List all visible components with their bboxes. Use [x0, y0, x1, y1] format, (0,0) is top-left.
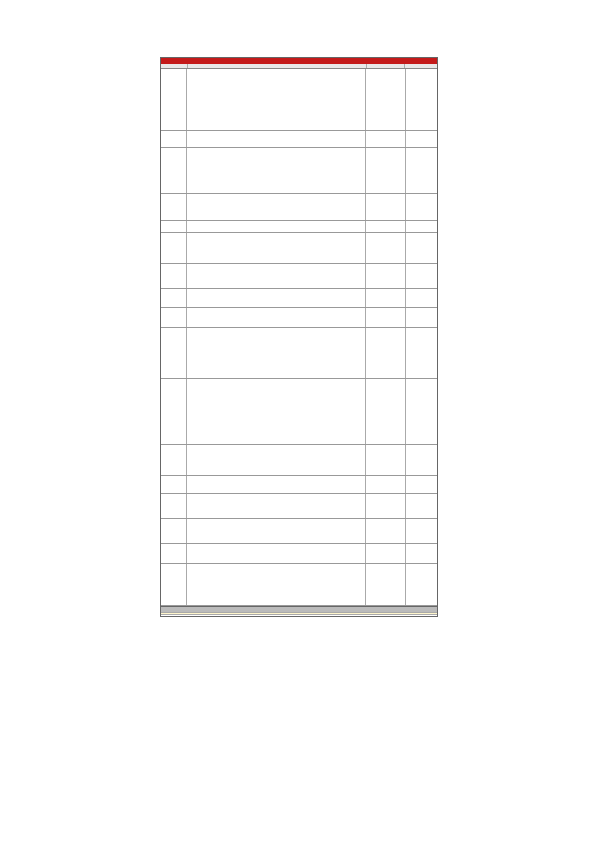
- row-contact: [406, 221, 437, 232]
- row-name: [161, 308, 187, 327]
- table-body: [161, 69, 437, 606]
- row-contact: [406, 494, 437, 518]
- row-description: [187, 233, 366, 263]
- row-name: [161, 328, 187, 378]
- row-description: [187, 264, 366, 288]
- row-contact: [406, 131, 437, 147]
- row-name: [161, 221, 187, 232]
- row-contact: [406, 308, 437, 327]
- header-code: [367, 64, 406, 68]
- row-name: [161, 233, 187, 263]
- row-description: [187, 289, 366, 307]
- table-row: [161, 233, 437, 264]
- header-name: [161, 64, 188, 68]
- row-description: [187, 148, 366, 193]
- row-description: [187, 544, 366, 563]
- table-row: [161, 445, 437, 476]
- row-description: [187, 221, 366, 232]
- row-contact: [406, 264, 437, 288]
- table-row: [161, 544, 437, 564]
- footer-note: [161, 614, 437, 616]
- row-code: [366, 148, 405, 193]
- row-name: [161, 379, 187, 444]
- row-code: [366, 445, 405, 475]
- row-name: [161, 445, 187, 475]
- row-description: [187, 564, 366, 605]
- row-description: [187, 476, 366, 493]
- row-name: [161, 564, 187, 605]
- row-name: [161, 289, 187, 307]
- row-contact: [406, 194, 437, 220]
- row-contact: [406, 519, 437, 543]
- row-code: [366, 308, 405, 327]
- row-contact: [406, 328, 437, 378]
- row-name: [161, 264, 187, 288]
- table-row: [161, 131, 437, 148]
- table-row: [161, 264, 437, 289]
- row-description: [187, 379, 366, 444]
- row-description: [187, 69, 366, 130]
- row-code: [366, 476, 405, 493]
- table-row: [161, 519, 437, 544]
- header-description: [188, 64, 367, 68]
- table-row: [161, 564, 437, 606]
- row-code: [366, 289, 405, 307]
- table-row: [161, 148, 437, 194]
- row-name: [161, 519, 187, 543]
- row-code: [366, 379, 405, 444]
- row-code: [366, 544, 405, 563]
- row-description: [187, 131, 366, 147]
- row-description: [187, 445, 366, 475]
- row-contact: [406, 476, 437, 493]
- row-code: [366, 221, 405, 232]
- row-name: [161, 194, 187, 220]
- row-code: [366, 519, 405, 543]
- row-contact: [406, 379, 437, 444]
- table-row: [161, 69, 437, 131]
- row-description: [187, 494, 366, 518]
- row-code: [366, 494, 405, 518]
- row-contact: [406, 69, 437, 130]
- row-code: [366, 264, 405, 288]
- row-name: [161, 69, 187, 130]
- header-contact: [405, 64, 437, 68]
- row-contact: [406, 148, 437, 193]
- row-contact: [406, 289, 437, 307]
- table-row: [161, 221, 437, 233]
- table-row: [161, 476, 437, 494]
- row-code: [366, 131, 405, 147]
- row-description: [187, 308, 366, 327]
- document-table: [160, 57, 438, 617]
- row-name: [161, 148, 187, 193]
- row-code: [366, 69, 405, 130]
- row-description: [187, 328, 366, 378]
- row-description: [187, 194, 366, 220]
- row-code: [366, 564, 405, 605]
- table-row: [161, 194, 437, 221]
- row-name: [161, 131, 187, 147]
- row-name: [161, 476, 187, 493]
- table-row: [161, 494, 437, 519]
- row-code: [366, 328, 405, 378]
- table-row: [161, 328, 437, 379]
- row-code: [366, 233, 405, 263]
- row-code: [366, 194, 405, 220]
- row-contact: [406, 233, 437, 263]
- table-row: [161, 308, 437, 328]
- row-contact: [406, 564, 437, 605]
- table-row: [161, 379, 437, 445]
- row-name: [161, 544, 187, 563]
- row-contact: [406, 544, 437, 563]
- row-description: [187, 519, 366, 543]
- row-name: [161, 494, 187, 518]
- table-row: [161, 289, 437, 308]
- row-contact: [406, 445, 437, 475]
